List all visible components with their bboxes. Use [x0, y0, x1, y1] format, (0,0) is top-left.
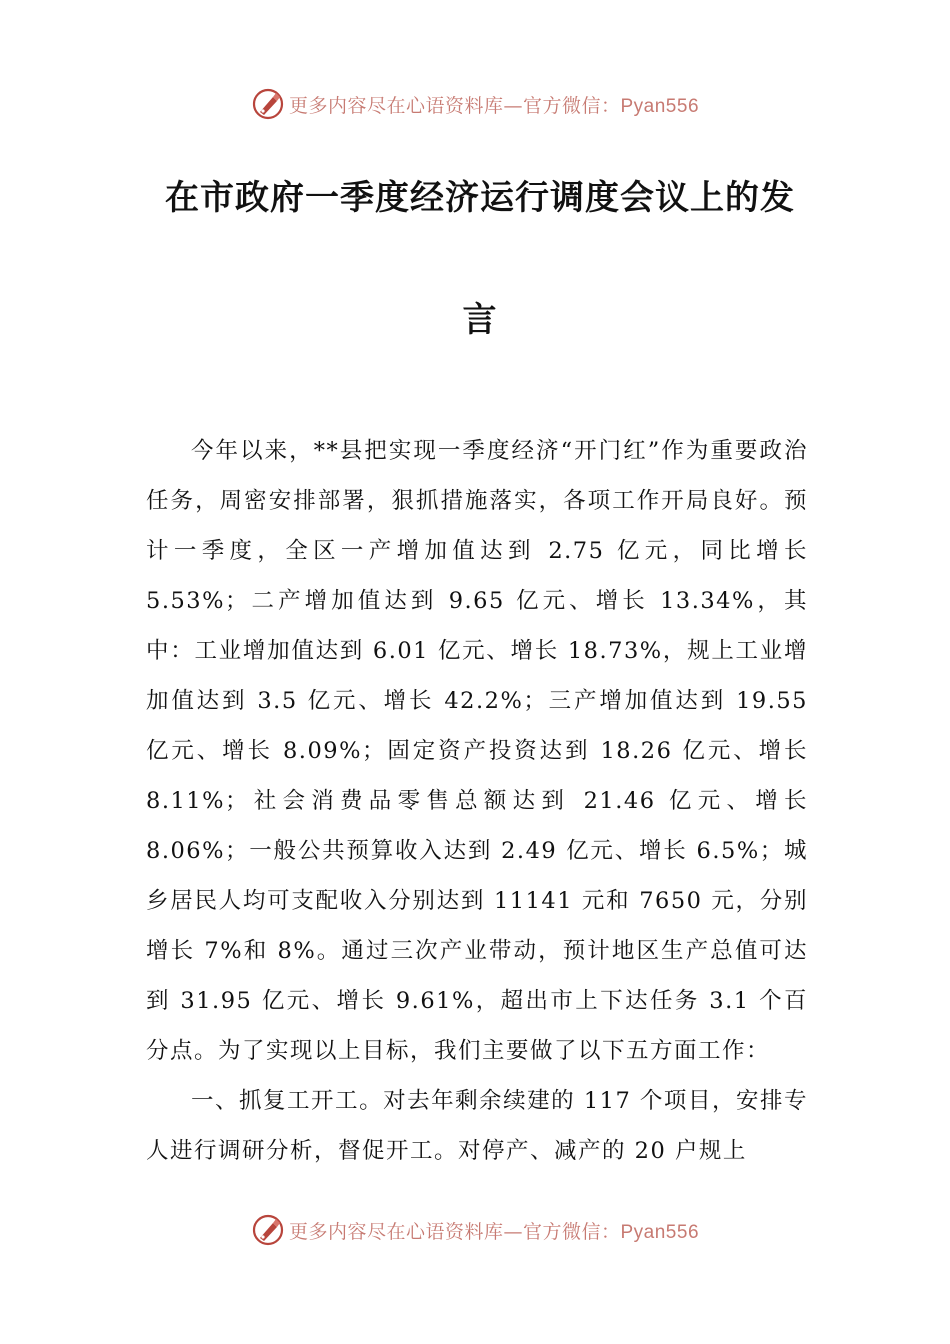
header-watermark: [0, 84, 950, 124]
document-body: [146, 426, 808, 1176]
body-paragraph: 一、抓复工开工。对去年剩余续建的 117 个项目，安排专人进行调研分析，督促开工。对停产、减产的 20 户规上: [146, 1088, 808, 1164]
document-title-line-1: 在市政府一季度经济运行调度会议上的发: [165, 178, 795, 218]
footer-watermark-text: 更多内容尽在心语资料库—官方微信：Pyan556: [288, 1220, 700, 1243]
pen-nib-logo-icon: [251, 1213, 285, 1247]
body-paragraph: 今年以来，**县把实现一季度经济“开门红”作为重要政治任务，周密安排部署，狠抓措施落实，各项工作开局良好。预计一季度，全区一产增加值达到 2.75 亿元，同比增长 5.53%；二产增加值达到 9.65 亿元、增长 13.34%，其中：工业增加值达到 6.01 亿元、增长 18.73%，规上工业增加值达到 3.5 亿元、增长 42.2%；三产增加值达到 19.55 亿元、增长 8.09%；固定资产投资达到 18.26 亿元、增长 8.11%；社会消费品零售总额达到 21.46 亿元、增长 8.06%；一般公共预算收入达到 2.49 亿元、增长 6.5%；城乡居民人均可支配收入分别达到 11141 元和 7650 元，分别增长 7%和 8%。通过三次产业带动，预计地区生产总值可达到 31.95 亿元、增长 9.61%，超出市上下达任务 3.1 个百分点。为了实现以上目标，我们主要做了以下五方面工作：: [146, 438, 808, 1064]
header-watermark-text: 更多内容尽在心语资料库—官方微信：Pyan556: [288, 94, 700, 117]
document-title-line-2: 言: [462, 300, 498, 340]
footer-watermark: [0, 1210, 950, 1250]
pen-nib-logo-icon: [251, 87, 285, 121]
